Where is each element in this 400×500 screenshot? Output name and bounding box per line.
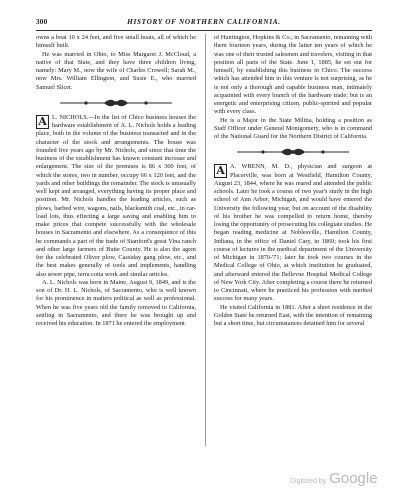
paragraph <box>36 114 196 279</box>
nichols-biography <box>36 114 196 329</box>
wrenn-biography <box>214 163 372 328</box>
paragraph: of Huntington, Hopkins & Co., in Sacramento, remaining with them fourteen years, during the latter ten years of which he was one of their trusted salesmen and travelers, visiting in that position all parts of the State. June 1, 1885, he set out for himself, by establishing this business in Chico. The success which has attended him in this venture is not surprising, as he is not only a thorough and capable business man, intimately acquainted with every branch of the hardware trade; but is an energetic and enterprising citizen, public-spirited and popular with every class. <box>214 34 372 116</box>
paragraph-text: physician and surgeon at Placerville, was born at Westfield, Hamilton County, August 23, 1844, where he was reared and attended the public schools. Later he took a course of two year's study in the high school of Ann Arbor, Michigan, and would have entered the University the following year, but on account of the disability of his brother he was compelled to return home, thereby losing the opportunity of prosecuting his collegiate studies. He began reading medicine at Noblesville, Hamilton County, Indiana, in the office of Daniel Cary, in 1869; took his first course of lectures in the medical department of the University of Michigan in 1870-'71; later he took two courses in the Medical College of Ohio, at which institution he graduated, and afterward entered the Bellevue Hospital Medical College of New York City. After completing a course there he returned to Cincinnati, where he practiced his profession with merited success for many years. <box>214 163 372 303</box>
left-column <box>36 34 196 454</box>
running-title: HISTORY OF NORTHERN CALIFORNIA. <box>127 18 281 26</box>
page-header <box>36 18 372 31</box>
watermark-prefix: Digitized by <box>290 478 327 485</box>
page-number: 300 <box>36 18 48 26</box>
paragraph: He visited California in 1881. After a short residence in the Golden State he returned East, with the intention of remaining but a short time, but circumstances detained him for several <box>214 303 372 327</box>
drop-cap-initial: A <box>214 164 227 178</box>
biography-name: L. NICHOLS. <box>52 113 89 121</box>
paragraph: He was married in Ohio, to Miss Margaret J. McCloud, a native of that State, and they have three children living, namely: Mary M., now the wife of Charles Crowell; Sarah M., now Mrs. William Ellington, and Susie E., who married Samuel Slicer. <box>36 50 196 91</box>
watermark-brand: Google <box>329 470 378 487</box>
column-divider <box>205 34 206 446</box>
ornament-divider <box>214 141 372 163</box>
ornament-divider <box>36 92 196 114</box>
paragraph-text: —In the list of Chico business houses the hardware establishment of A. L. Nichols holds a leading place, both in the volume of the business transacted and in the character of the stock and arrangements. The house was founded five years ago by Mr. Nichols, and since that time the business of the establishment has known constant increase and enlargement. The size of the premises is 86 x 300 feet, of which the stores, two in number, occupy 66 x 120 feet, and the yards and other buildings the remainder. The stock is unusually well kept and arranged, everything having its proper place and position. Mr. Nichols handles the leading articles, such as plows, barbed wire, wagons, nails, blacksmith coal, etc., in car-load lots, thus effecting a large saving and enabling him to make prices that compete successfully with the wholesale houses in Sacramento and elsewhere. As a consequence of this he commands a part of the trade of Stanford's great Vina ranch and other large farmers of Butte County. He is also the agent for the celebrated Oliver plow, Cassiday gang plow, etc., and the best makes generally of tools and implements, handling also sewer pipe, terra cotta work and similar articles. <box>36 113 196 278</box>
digitization-watermark <box>290 470 380 488</box>
paragraph: He is a Major in the State Militia, holding a position as Staff Officer under General Montgomery, who is in command of the National Guard for the Northern District of California. <box>214 116 372 140</box>
biography-name: A. WRENN, M. D., <box>230 163 293 171</box>
right-column <box>214 34 372 454</box>
paragraph: A. L. Nichols was born in Maine, August 9, 1849, and is the son of Dr. H. L. Nichols, of Sacramento, who is well known for his prominence in matters political as well as professional. When he was five years old the family removed to California, settling in Sacramento, and there he was brought up and received his education. In 1871 he entered the employment <box>36 278 196 327</box>
paragraph: owns a boat 10 x 24 feet, and five small boats, all of which he himself built. <box>36 34 196 50</box>
drop-cap-initial: A <box>36 115 49 129</box>
paragraph <box>214 163 372 303</box>
